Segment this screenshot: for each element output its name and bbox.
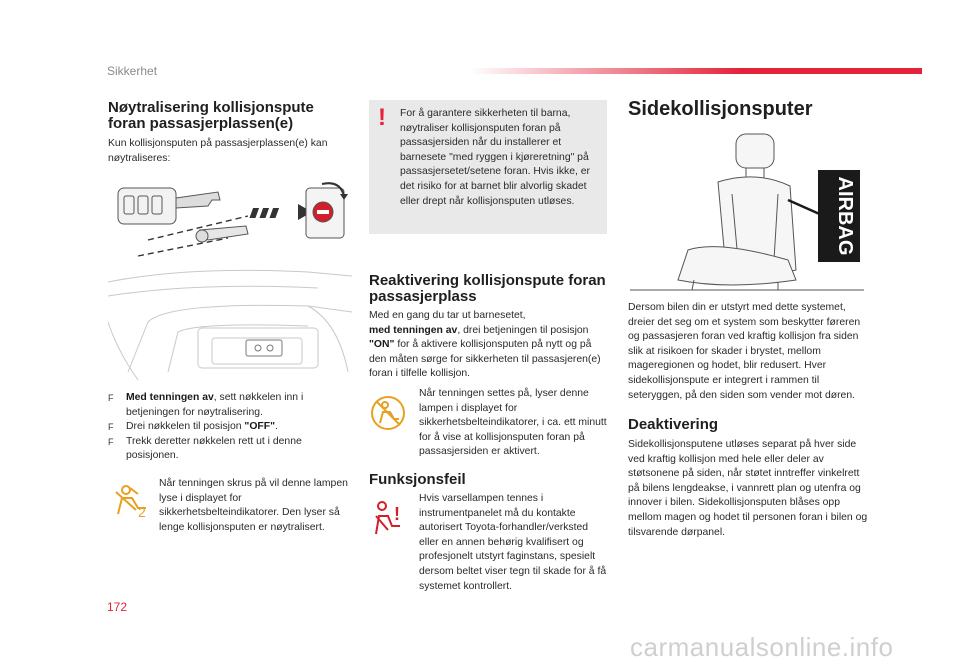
glovebox-illustration (108, 262, 352, 382)
airbag-off-lamp-icon (112, 484, 150, 518)
bullet-mark: F (108, 422, 114, 433)
watermark: carmanualsonline.info (630, 632, 894, 662)
bullet-mark: F (108, 393, 114, 403)
lamp-off-note: Når tenningen skrus på vil denne lampen lyse i displayet for sikkerhetsbelteindikatorer. Den lyser så lenge kollisjonsputen er nøytralisert. (159, 478, 348, 533)
lamp-on-note: Når tenningen settes på, lyser denne lampen i displayet for sikkerhetsbelteindikatorer, i ca. ett minutt for å vise at kollisjonsputen foran på passasjersiden er aktivert. (419, 388, 607, 458)
ignition-key-icon (108, 178, 352, 262)
steps-list (108, 391, 348, 464)
bullet-mark: F (108, 436, 114, 447)
header-accent-bar (470, 68, 922, 74)
heading-side-airbags: Sidekollisjonsputer (628, 98, 813, 120)
step-text: Trekk deretter nøkkelen rett ut i denne posisjonen. (126, 435, 302, 462)
step-bold: "OFF" (244, 421, 276, 433)
step-text: Drei nøkkelen til posisjon (126, 421, 245, 433)
malfunction-text: Hvis varsellampen tennes i instrumentpanelet må du kontakte autorisert Toyota-forhandler/verksted eller en annen behørig kvalifisert og profesjonelt utstyrt faginstans, spesielt dersom beltet viser tegn til skade for å få systemet kontrollert. (419, 493, 607, 592)
side-airbag-seat-icon (628, 130, 868, 294)
reactivation-text (369, 309, 609, 382)
heading-line-2: passasjerplass (369, 288, 477, 305)
list-item (108, 420, 348, 435)
airbag-switch-icon (306, 183, 348, 238)
warning-text: For å garantere sikkerheten til barna, nøytraliser kollisjonsputen foran på passasjersiden når du installerer et barnesete "med ryggen i kjøreretning" på passasjersetet/setene foran. Hvis ikke, er det risiko for at barnet blir alvorlig skadet eller drept når kollisjonsputen utløses. (400, 108, 591, 207)
intro-text: Kun kollisjonsputen på passasjerplassen(e) kan nøytraliseres: (108, 138, 328, 164)
svg-text:!: ! (394, 504, 400, 524)
react-line-2: , drei betjeningen til posisjon (457, 324, 589, 336)
airbag-label: AIRBAG (834, 176, 856, 256)
heading-line-1: Nøytralisering kollisjonspute (108, 99, 314, 116)
side-airbag-description: Dersom bilen din er utstyrt med dette systemet, dreier det seg om et system som beskytter føreren og passasjeren foran ved kraftig kollisjon fra siden slik at risikoen for skader i brystet, mellom mageregionen og hodet, blir redusert. Hver sidekollisjonspute er integrert i rammen til seteryggen, på den siden som vender mot døren. (628, 302, 861, 401)
heading-deactivation: Deaktivering (628, 416, 719, 433)
react-on: "ON" (369, 339, 395, 351)
list-item (108, 391, 348, 420)
heading-line-1: Reaktivering kollisjonspute foran (369, 272, 606, 289)
react-line-3: for å aktivere kollisjonsputen på nytt og på den måten sørge for sikkerheten til passasjeren(e) foran i tilfelle kollisjon. (369, 339, 601, 380)
warning-exclamation-icon: ! (378, 104, 386, 131)
step-bold: Med tenningen av (126, 392, 214, 403)
react-bold: med tenningen av (369, 324, 458, 336)
heading-malfunction: Funksjonsfeil (369, 471, 466, 488)
seatbelt-fault-lamp-icon (370, 500, 410, 540)
heading-neutralisation (108, 100, 348, 132)
step-text: . (275, 421, 278, 433)
deactivation-text: Sidekollisjonsputene utløses separat på hver side ved kraftig kollisjon med hele eller deler av støtsonene på siden, når støtet inntreffer vinkelrett på bilens lengdeakse, i vannrett plan og utenfra og innover i bilen. Sidekollisjonsputen blåses opp mellom magen og hodet til personen foran i bilen og tilsvarende dørpanel. (628, 439, 868, 538)
step-text: , sett nøkkelen inn i betjeningen for nøytralisering. (126, 392, 304, 418)
page-number: 172 (107, 600, 128, 614)
airbag-on-lamp-icon (368, 393, 408, 433)
list-item (108, 435, 348, 464)
section-title: Sikkerhet (107, 64, 158, 78)
heading-reactivation (369, 273, 609, 305)
react-line-1: Med en gang du tar ut barnesetet, (369, 310, 526, 321)
svg-text:2: 2 (138, 504, 146, 518)
heading-line-2: foran passasjerplassen(e) (108, 115, 294, 132)
